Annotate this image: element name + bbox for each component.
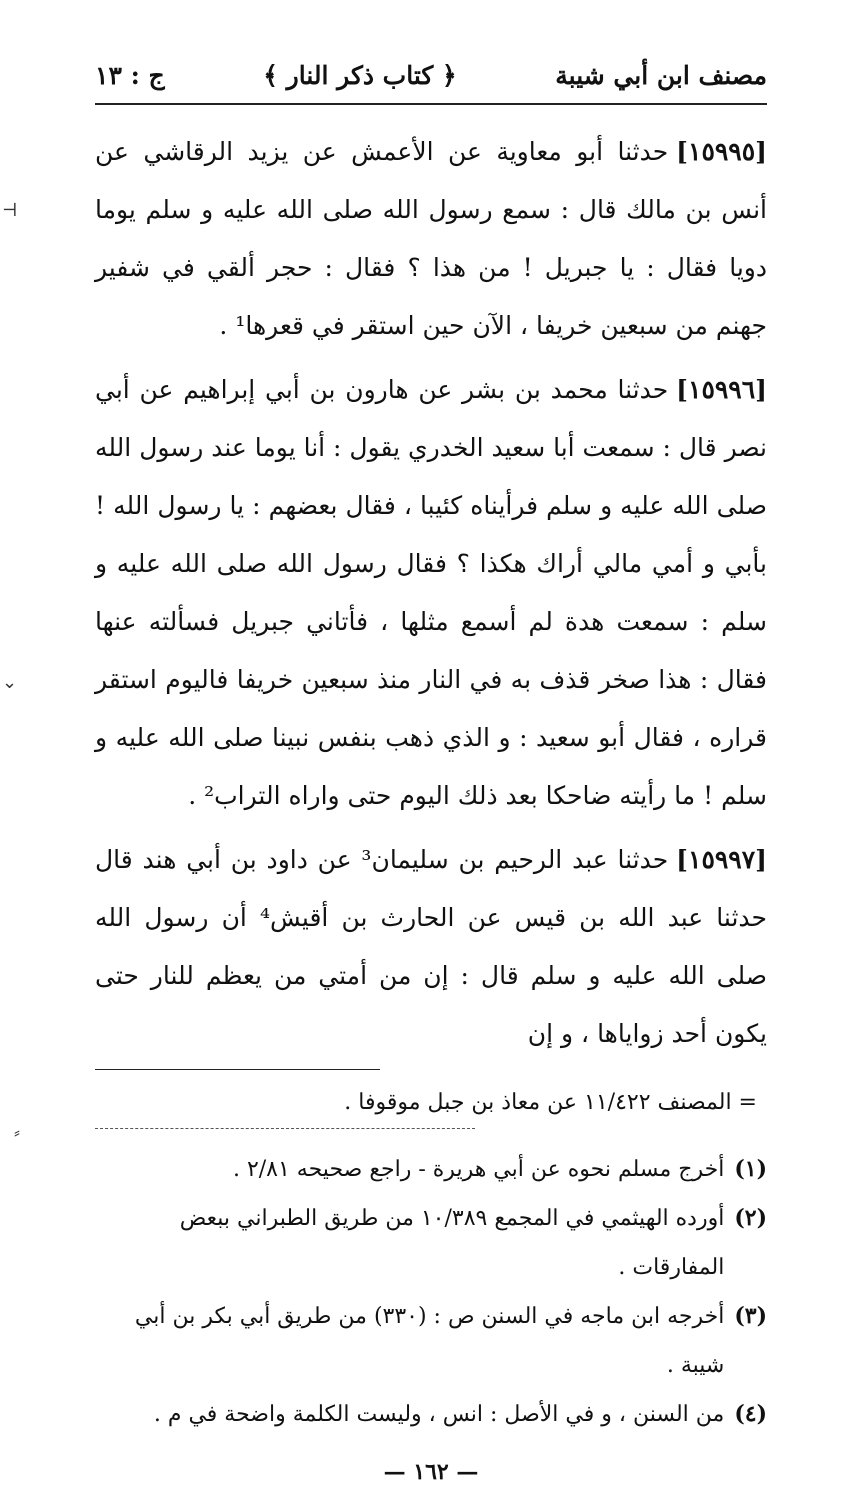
volume-number: ج : ١٣	[95, 60, 165, 90]
footnote-continuation: = المصنف ١١/٤٢٢ عن معاذ بن جبل موقوفا .	[344, 1090, 757, 1115]
header-rule	[95, 103, 767, 105]
footnote-mark: (٣)	[734, 1303, 767, 1329]
margin-mark: ⸗	[14, 1122, 20, 1143]
footnote-item	[95, 1145, 767, 1194]
footnote-text: أخرجه ابن ماجه في السنن ص : (٣٣٠) من طريق أبي بكر بن أبي شيبة .	[134, 1304, 725, 1378]
footnote-item	[95, 1194, 767, 1292]
footnote-list	[95, 1145, 767, 1439]
hadith-text: حدثنا أبو معاوية عن الأعمش عن يزيد الرقاشي عن أنس بن مالك قال : سمع رسول الله صلى الله عليه و سلم يوما دويا فقال : يا جبريل ! من هذا ؟ فقال : حجر ألقي في شفير جهنم من سبعين خريفا ، الآن حين استقر في قعرها¹ .	[95, 137, 767, 340]
footnote-separator	[95, 1069, 380, 1070]
hadith-number: [١٥٩٩٥]	[676, 137, 767, 166]
footnote-mark: (٢)	[734, 1205, 767, 1231]
hadith-number: [١٥٩٩٦]	[676, 375, 767, 404]
hadith-list	[95, 123, 767, 1063]
footnote-mark: (٤)	[734, 1401, 767, 1427]
footnote-item	[95, 1390, 767, 1439]
margin-mark: ⌄	[2, 672, 18, 693]
footnote-item	[95, 1292, 767, 1390]
chapter-title: ﴿ كتاب ذكر النار ﴾	[263, 60, 457, 90]
hadith-text: حدثنا عبد الرحيم بن سليمان³ عن داود بن أبي هند قال حدثنا عبد الله بن قيس عن الحارث بن أقيش⁴ أن رسول الله صلى الله عليه و سلم قال : إن من أمتي من يعظم للنار حتى يكون أحد زواياها ، و إن	[95, 845, 767, 1048]
footnote-text: من السنن ، و في الأصل : انس ، وليست الكلمة واضحة في م .	[153, 1402, 725, 1427]
running-header	[95, 55, 767, 95]
footnote-text: أخرج مسلم نحوه عن أبي هريرة - راجع صحيحه ٢/٨١ .	[232, 1157, 725, 1182]
hadith-entry	[95, 831, 767, 1063]
margin-mark: ⊢	[2, 200, 18, 221]
book-page	[95, 55, 767, 1485]
footnote-mark: (١)	[734, 1156, 767, 1182]
footnote-text: أورده الهيثمي في المجمع ١٠/٣٨٩ من طريق الطبراني ببعض المفارقات .	[179, 1206, 725, 1280]
footnote-divider	[95, 1128, 475, 1135]
book-title: مصنف ابن أبي شيبة	[555, 60, 767, 90]
hadith-number: [١٥٩٩٧]	[676, 845, 767, 874]
hadith-entry	[95, 361, 767, 825]
page-number: — ١٦٢ —	[383, 1459, 479, 1485]
hadith-entry	[95, 123, 767, 355]
hadith-text: حدثنا محمد بن بشر عن هارون بن أبي إبراهيم عن أبي نصر قال : سمعت أبا سعيد الخدري يقول : أنا يوما عند رسول الله صلى الله عليه و سلم فرأيناه كئيبا ، فقال بعضهم : يا رسول الله ! بأبي و أمي مالي أراك هكذا ؟ فقال رسول الله صلى الله عليه و سلم : سمعت هدة لم أسمع مثلها ، فأتاني جبريل فسألته عنها فقال : هذا صخر قذف به في النار منذ سبعين خريفا فاليوم استقر قراره ، فقال أبو سعيد : و الذي ذهب بنفس نبينا صلى الله عليه و سلم ! ما رأيته ضاحكا بعد ذلك اليوم حتى واراه التراب² .	[95, 375, 767, 810]
